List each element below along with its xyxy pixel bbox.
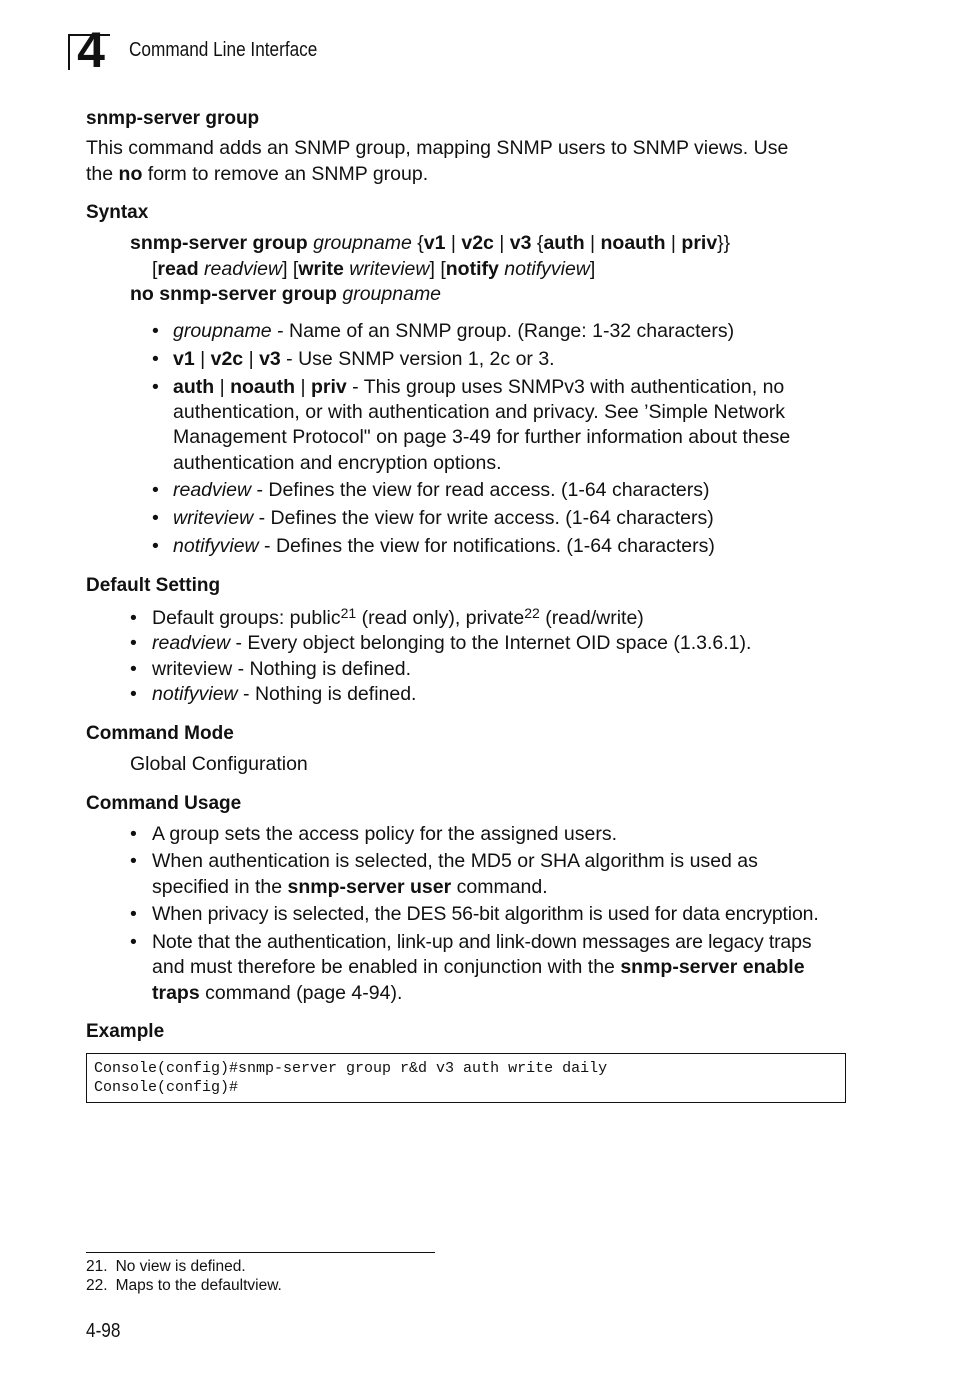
footnote: 21. No view is defined.: [86, 1258, 246, 1275]
chapter-number: 4: [77, 22, 105, 78]
page-number: 4-98: [86, 1320, 121, 1342]
footnote-ref-22: 22: [524, 605, 540, 621]
footnote: 22. Maps to the defaultview.: [86, 1277, 282, 1294]
command-description-line-1: This command adds an SNMP group, mapping SNMP users to SNMP views. Use: [86, 137, 789, 159]
syntax-line-2: [read readview] [write writeview] [notify notifyview]: [152, 258, 596, 280]
syntax-line-1: snmp-server group groupname {v1 | v2c | v3 {auth | noauth | priv}}: [130, 232, 731, 254]
command-mode-heading: Command Mode: [86, 723, 234, 744]
footnote-ref-21: 21: [340, 605, 357, 621]
code-line: Console(config)#snmp-server group r&d v3 auth write daily: [94, 1060, 608, 1077]
code-line: Console(config)#: [94, 1079, 239, 1096]
running-header-title: Command Line Interface: [129, 39, 318, 61]
syntax-line-3: no snmp-server group groupname: [130, 283, 442, 305]
code-example-box: [86, 1053, 846, 1103]
syntax-heading: Syntax: [86, 202, 149, 223]
command-mode-text: Global Configuration: [130, 753, 308, 775]
command-title: snmp-server group: [86, 108, 260, 129]
command-usage-heading: Command Usage: [86, 793, 242, 814]
footnote-divider: [86, 1252, 435, 1253]
default-setting-heading: Default Setting: [86, 575, 221, 596]
example-heading: Example: [86, 1021, 165, 1042]
command-description-line-2: the no form to remove an SNMP group.: [86, 163, 429, 185]
